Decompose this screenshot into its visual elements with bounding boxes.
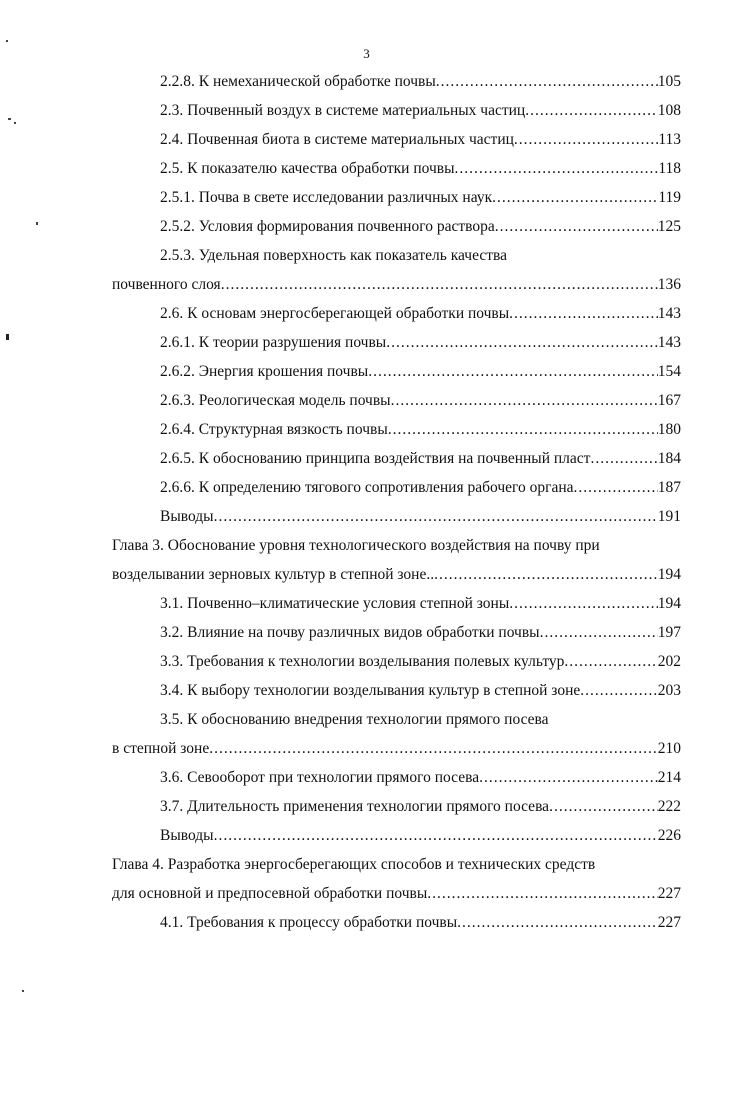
toc-entry-title: 3.4. К выбору технологии возделывания культур в степной зоне <box>160 682 581 699</box>
toc-entry <box>0 911 733 940</box>
toc-entry-page: 187 <box>657 479 681 496</box>
scan-speck <box>6 40 8 42</box>
toc-entry-title: 3.7. Длительность применения технологии прямого посева <box>160 798 550 815</box>
toc-entry-title: 2.6.3. Реологическая модель почвы <box>160 392 391 409</box>
toc-entry-title: 4.1. Требования к процессу обработки почвы <box>160 914 458 931</box>
toc-entry <box>0 592 733 621</box>
toc-entry-page: 214 <box>657 769 681 786</box>
toc-entry-title: 2.5. К показателю качества обработки почвы <box>160 160 455 177</box>
scan-speck <box>36 222 38 225</box>
dot-leader <box>221 276 658 294</box>
toc-entry <box>0 650 733 679</box>
toc-entry-title: 2.6.2. Энергия крошения почвы <box>160 363 369 380</box>
dot-leader <box>492 189 658 207</box>
dot-leader <box>540 624 658 642</box>
toc-entry-page: 119 <box>658 189 681 206</box>
dot-leader <box>434 566 658 584</box>
toc-entry-page: 108 <box>657 102 681 119</box>
dot-leader <box>514 131 658 149</box>
toc-entry-page: 154 <box>657 363 681 380</box>
dot-leader <box>509 595 657 613</box>
toc-entry-page: 113 <box>658 131 681 148</box>
toc-entry-title: 2.5.2. Условия формирования почвенного раствора <box>160 218 495 235</box>
toc-entry-title: 2.6.5. К обоснованию принципа воздействия на почвенный пласт <box>160 450 591 467</box>
toc-entry-page: 210 <box>657 740 681 757</box>
dot-leader <box>436 73 658 91</box>
toc-entry <box>0 824 733 853</box>
toc-entry-title: 2.6. К основам энергосберегающей обработки почвы <box>160 305 510 322</box>
toc-entry-title: возделывании зерновых культур в степной зоне.. <box>112 566 435 583</box>
dot-leader <box>388 421 658 439</box>
dot-leader <box>386 334 658 352</box>
toc-entry <box>0 447 733 476</box>
scan-speck <box>6 334 9 340</box>
toc-entry <box>0 418 733 447</box>
toc-entry-title: 3.5. К обоснованию внедрения технологии прямого посева <box>160 711 549 728</box>
toc-entry-page: 143 <box>657 305 681 322</box>
dot-leader <box>427 885 657 903</box>
toc-entry-page: 203 <box>657 682 681 699</box>
dot-leader <box>509 305 658 323</box>
dot-leader <box>391 392 658 410</box>
toc-entry <box>0 853 733 882</box>
scan-speck <box>8 118 11 120</box>
toc-entry-page: 184 <box>657 450 681 467</box>
toc-entry-title: 2.6.1. К теории разрушения почвы <box>160 334 387 351</box>
toc-entry <box>0 505 733 534</box>
toc-entry <box>0 157 733 186</box>
toc-entry-title: 2.6.6. К определению тягового сопротивления рабочего органа <box>160 479 574 496</box>
toc-entry-title: 2.4. Почвенная биота в системе материальных частиц <box>160 131 514 148</box>
toc-entry <box>0 679 733 708</box>
toc-entry-page: 180 <box>657 421 681 438</box>
toc-entry-page: 105 <box>657 73 681 90</box>
toc-entry-title: 3.3. Требования к технологии возделывания полевых культур <box>160 653 565 670</box>
toc-entry-title: 2.5.1. Почва в свете исследовании различных наук <box>160 189 493 206</box>
toc-entry-title: 2.3. Почвенный воздух в системе материальных частиц <box>160 102 526 119</box>
dot-leader <box>590 450 657 468</box>
toc-entry <box>0 795 733 824</box>
toc-entry <box>0 621 733 650</box>
toc-entry-title: Глава 3. Обоснование уровня технологического воздействия на почву при <box>112 537 600 554</box>
table-of-contents <box>0 70 733 940</box>
toc-entry-page: 194 <box>657 566 681 583</box>
toc-entry-title: 2.2.8. К немеханической обработке почвы <box>160 73 436 90</box>
toc-entry <box>0 215 733 244</box>
toc-entry-page: 143 <box>657 334 681 351</box>
toc-entry-page: 194 <box>657 595 681 612</box>
dot-leader <box>455 160 659 178</box>
toc-entry-title: 3.6. Севооборот при технологии прямого посева <box>160 769 480 786</box>
dot-leader <box>214 508 658 526</box>
toc-entry-title: 2.5.3. Удельная поверхность как показатель качества <box>160 247 507 264</box>
toc-entry <box>0 708 733 737</box>
toc-entry-page: 136 <box>657 276 681 293</box>
toc-entry <box>0 70 733 99</box>
toc-entry-page: 222 <box>657 798 681 815</box>
toc-entry <box>0 476 733 505</box>
dot-leader <box>368 363 658 381</box>
toc-entry <box>0 273 733 302</box>
dot-leader <box>214 827 658 845</box>
scan-speck <box>22 990 24 992</box>
toc-entry-title: 2.6.4. Структурная вязкость почвы <box>160 421 388 438</box>
toc-entry <box>0 128 733 157</box>
dot-leader <box>209 740 658 758</box>
toc-entry-page: 125 <box>657 218 681 235</box>
toc-entry <box>0 766 733 795</box>
toc-entry <box>0 331 733 360</box>
dot-leader <box>525 102 658 120</box>
toc-entry <box>0 563 733 592</box>
toc-entry <box>0 186 733 215</box>
toc-entry-page: 227 <box>657 914 681 931</box>
dot-leader <box>495 218 658 236</box>
toc-entry-page: 118 <box>658 160 681 177</box>
toc-entry <box>0 882 733 911</box>
toc-entry-title: Глава 4. Разработка энергосберегающих способов и технических средств <box>112 856 596 873</box>
scan-speck <box>14 122 16 124</box>
toc-entry-title: для основной и предпосевной обработки почвы <box>112 885 428 902</box>
toc-entry-title: в степной зоне <box>112 740 210 757</box>
toc-entry-page: 227 <box>657 885 681 902</box>
toc-entry-title: Выводы <box>160 827 214 844</box>
toc-entry-title: 3.2. Влияние на почву различных видов обработки почвы <box>160 624 540 641</box>
toc-entry <box>0 244 733 273</box>
toc-entry <box>0 302 733 331</box>
dot-leader <box>574 479 658 497</box>
dot-leader <box>564 653 657 671</box>
page-number: 3 <box>363 46 370 61</box>
toc-entry-page: 191 <box>657 508 681 525</box>
toc-entry-page: 167 <box>657 392 681 409</box>
toc-entry <box>0 99 733 128</box>
toc-entry-page: 226 <box>657 827 681 844</box>
dot-leader <box>479 769 658 787</box>
toc-entry <box>0 389 733 418</box>
toc-entry-title: почвенного слоя <box>112 276 221 293</box>
toc-entry-title: Выводы <box>160 508 214 525</box>
toc-entry <box>0 737 733 766</box>
dot-leader <box>457 914 658 932</box>
dot-leader <box>549 798 658 816</box>
toc-entry <box>0 534 733 563</box>
toc-entry <box>0 360 733 389</box>
toc-entry-title: 3.1. Почвенно–климатические условия степной зоны <box>160 595 510 612</box>
toc-entry-page: 202 <box>657 653 681 670</box>
toc-entry-page: 197 <box>657 624 681 641</box>
dot-leader <box>580 682 657 700</box>
